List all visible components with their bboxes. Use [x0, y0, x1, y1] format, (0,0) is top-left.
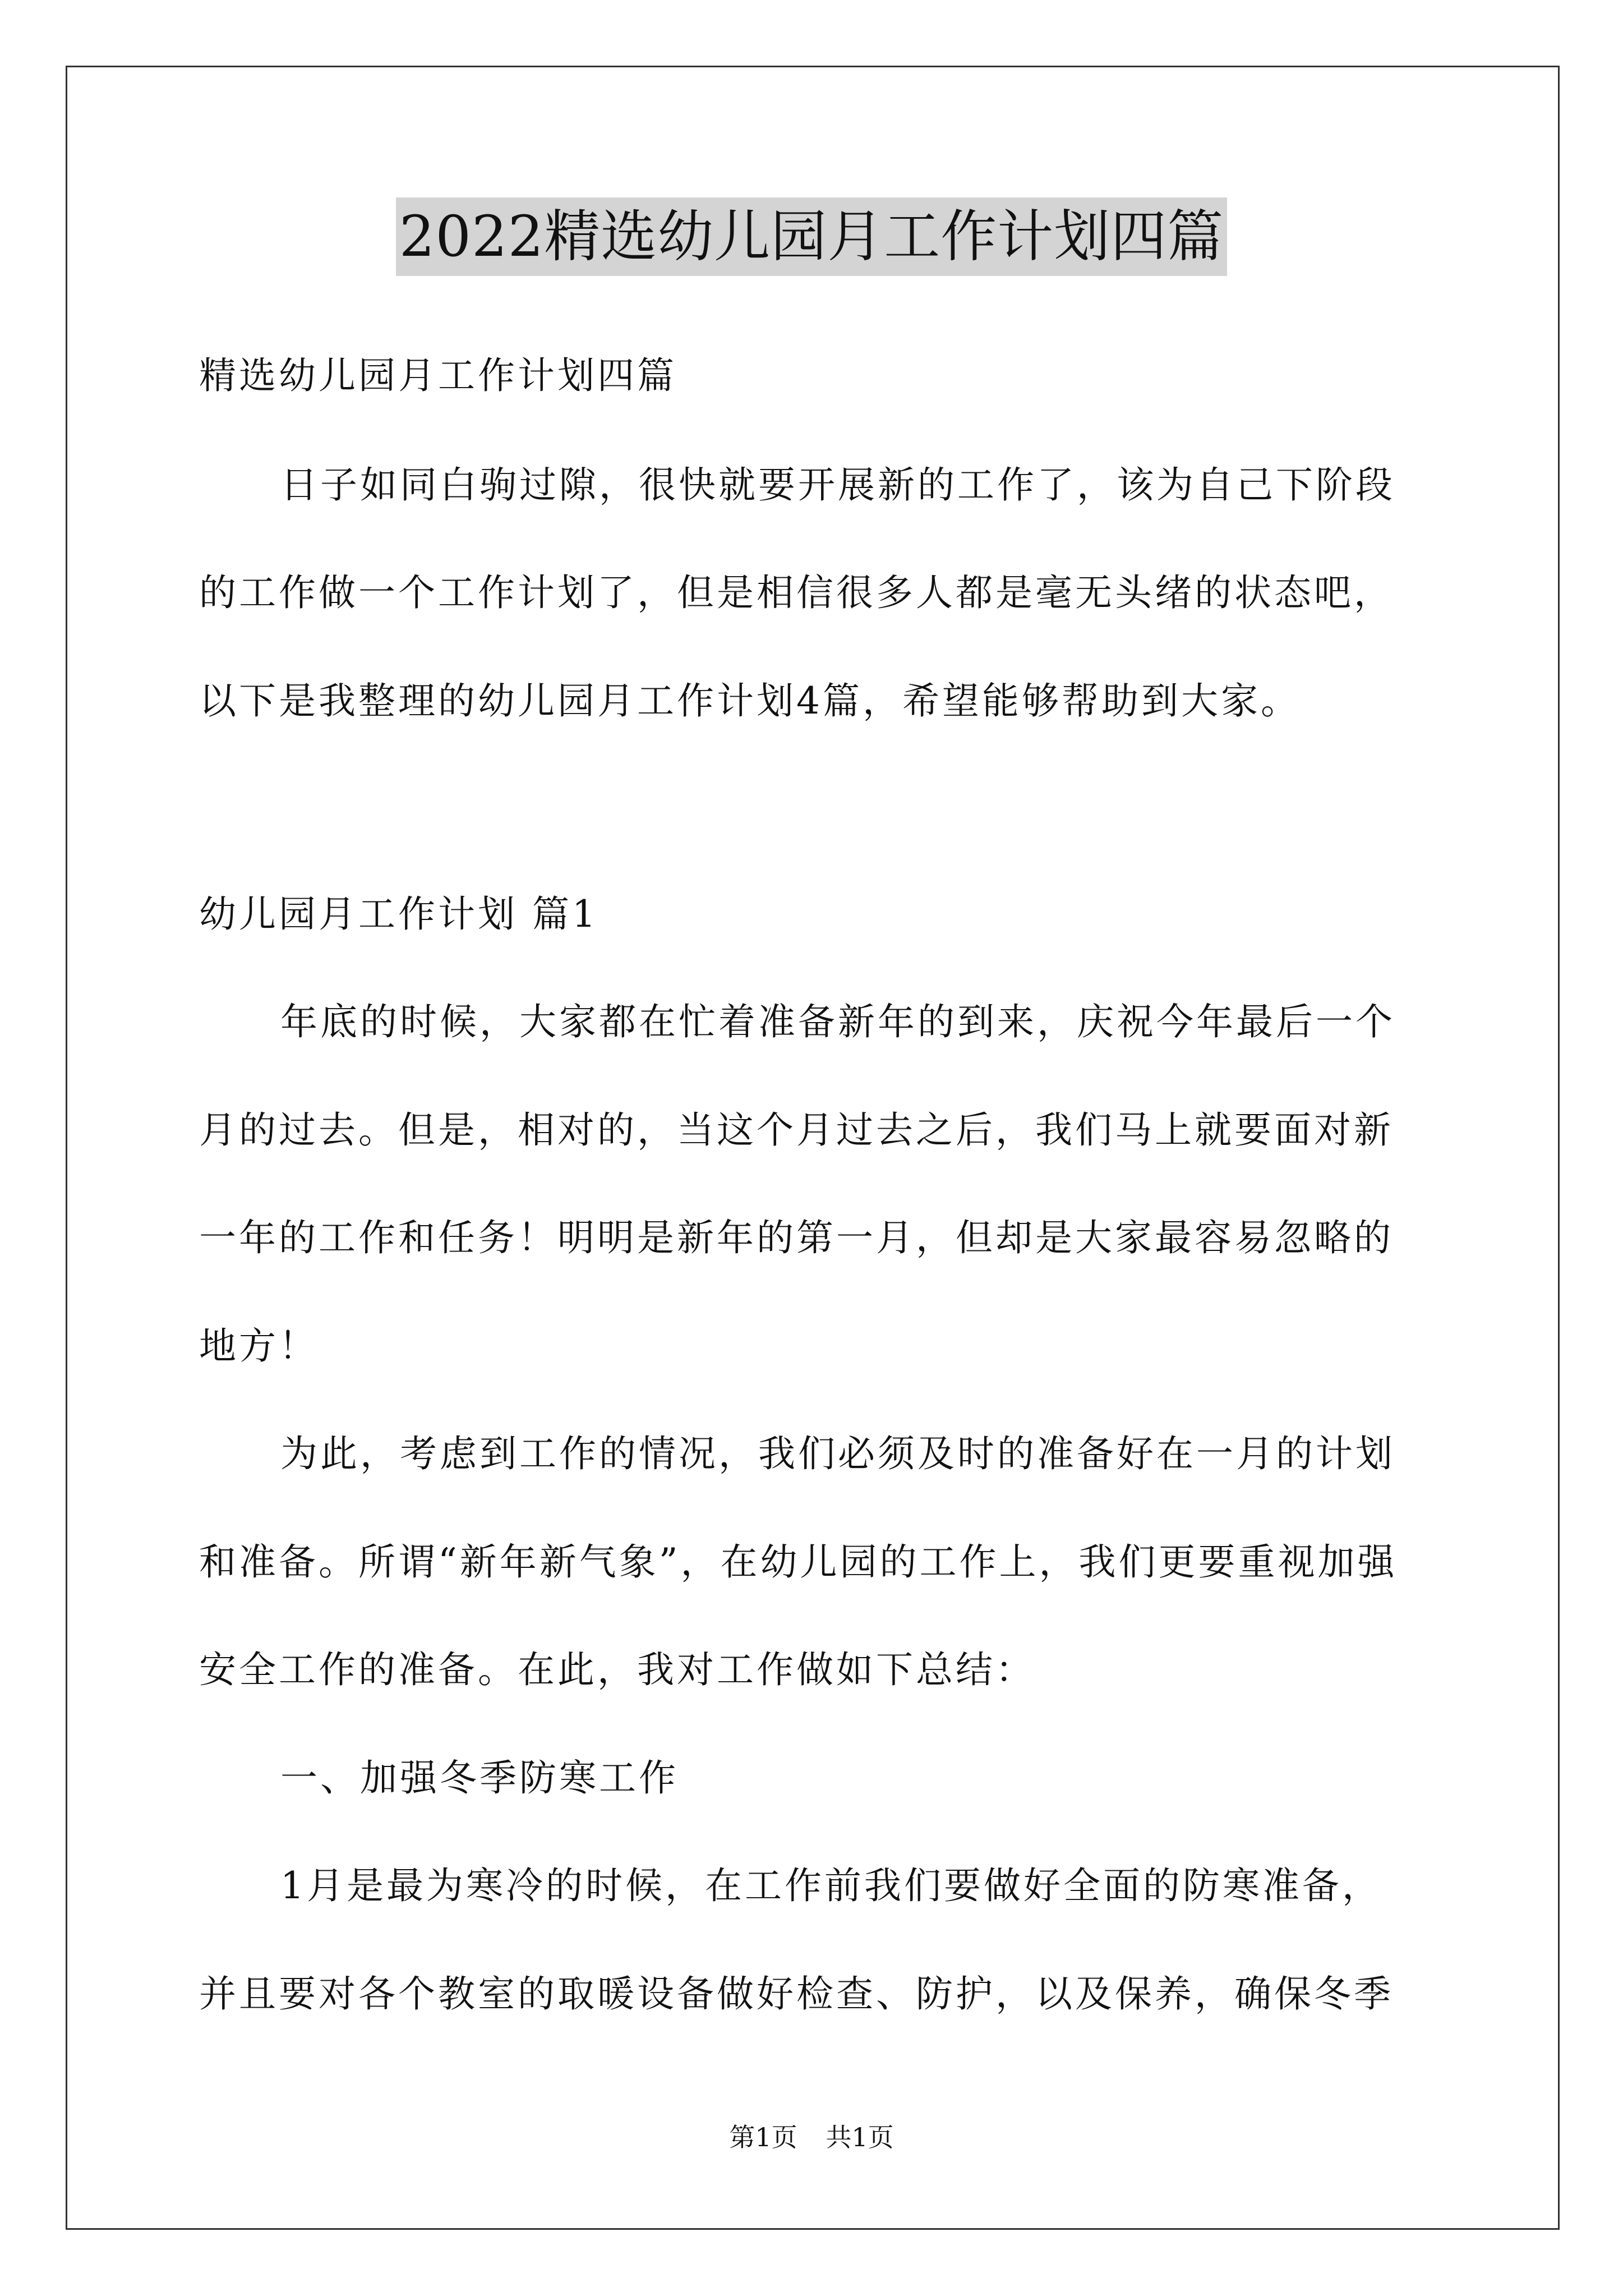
para2-line-1: 为此，考虑到工作的情况，我们必须及时的准备好在一月的计划: [280, 1432, 1395, 1475]
section-heading: 幼儿园月工作计划 篇1: [199, 892, 598, 936]
title-container: [0, 197, 1623, 276]
document-subtitle: 精选幼儿园月工作计划四篇: [199, 354, 677, 397]
document-title: 2022精选幼儿园月工作计划四篇: [396, 197, 1228, 276]
page-total-label: 共1页: [826, 2122, 894, 2152]
para1-line-2: 月的过去。但是，相对的，当这个月过去之后，我们马上就要面对新: [199, 1108, 1394, 1152]
para1-line-1: 年底的时候，大家都在忙着准备新年的到来，庆祝今年最后一个: [280, 1000, 1395, 1043]
para1-line-3: 一年的工作和任务！明明是新年的第一月，但却是大家最容易忽略的: [199, 1216, 1394, 1259]
para3-line-2: 并且要对各个教室的取暖设备做好检查、防护，以及保养，确保冬季: [199, 1972, 1394, 2016]
para2-line-3: 安全工作的准备。在此，我对工作做如下总结：: [199, 1648, 1035, 1691]
page-number-label: 第1页: [729, 2122, 797, 2152]
para1-line-4: 地方！: [199, 1324, 319, 1368]
intro-line-2: 的工作做一个工作计划了，但是相信很多人都是毫无头绪的状态吧，: [199, 571, 1394, 614]
item1-heading: 一、加强冬季防寒工作: [280, 1756, 679, 1800]
para3-line-1: 1月是最为寒冷的时候，在工作前我们要做好全面的防寒准备，: [280, 1864, 1382, 1907]
intro-line-3: 以下是我整理的幼儿园月工作计划4篇，希望能够帮助到大家。: [199, 679, 1301, 723]
intro-line-1: 日子如同白驹过隙，很快就要开展新的工作了，该为自己下阶段: [280, 463, 1395, 507]
para2-line-2: 和准备。所谓“新年新气象”，在幼儿园的工作上，我们更要重视加强: [199, 1540, 1398, 1584]
page-footer: [0, 2120, 1623, 2154]
